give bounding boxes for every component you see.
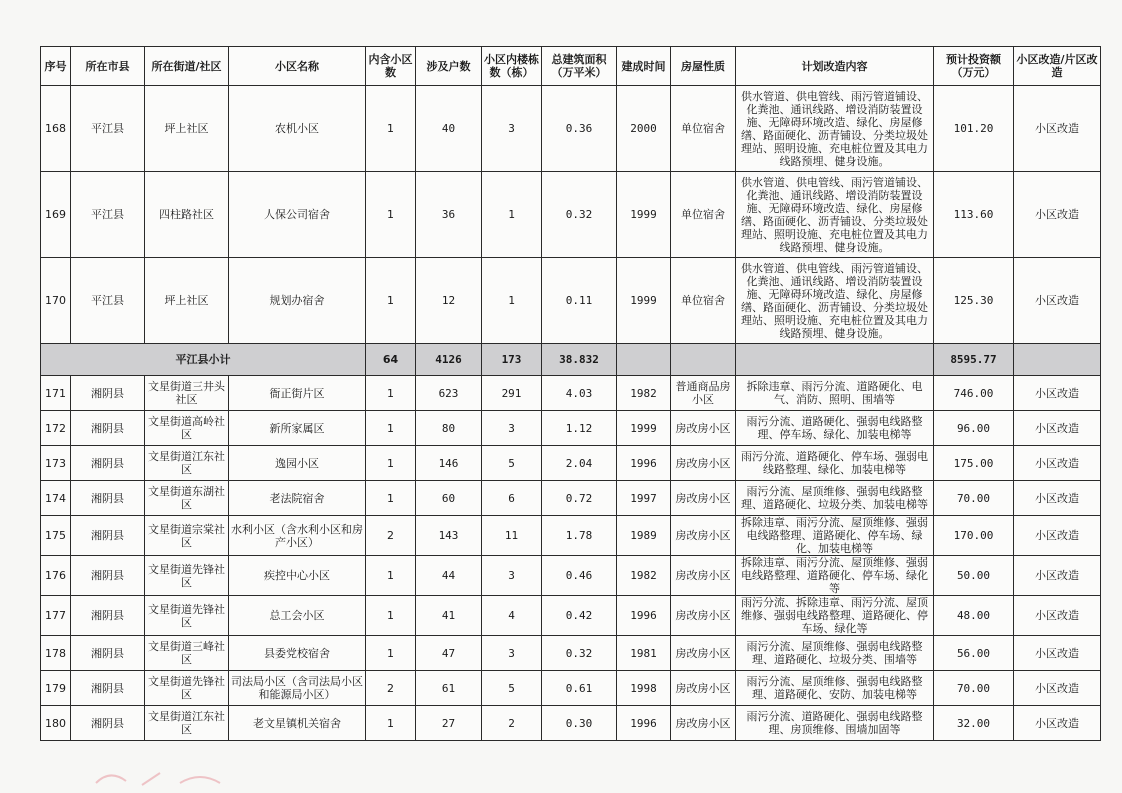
cell-nature: 普通商品房小区	[671, 376, 736, 411]
cell-investment: 746.00	[934, 376, 1014, 411]
cell-households: 623	[416, 376, 482, 411]
cell-area: 0.42	[542, 596, 617, 636]
cell-households: 60	[416, 481, 482, 516]
cell-name: 县委党校宿舍	[229, 636, 366, 671]
cell-households: 80	[416, 411, 482, 446]
cell-type: 小区改造	[1014, 172, 1101, 258]
cell-content-text: 供水管道、供电管线、雨污管道铺设、化粪池、通讯线路、增设消防装置设施、无障碍环境改造、绿化、房屋修缮、路面硬化、沥青铺设、分类垃圾处理站、照明设施、充电桩位置及其电力线路预埋、健身设施。	[741, 175, 928, 254]
subtotal-area: 38.832	[542, 344, 617, 376]
cell-buildings: 4	[482, 596, 542, 636]
cell-count: 1	[366, 596, 416, 636]
cell-investment: 56.00	[934, 636, 1014, 671]
cell-content-text: 雨污分流、屋顶维修、强弱电线路整理、道路硬化、垃圾分类、围墙等	[746, 640, 923, 666]
cell-households: 36	[416, 172, 482, 258]
cell-buildings: 2	[482, 706, 542, 741]
cell-area: 0.32	[542, 636, 617, 671]
cell-nature: 房改房小区	[671, 446, 736, 481]
cell-type: 小区改造	[1014, 411, 1101, 446]
subtotal-empty-year	[617, 344, 671, 376]
cell-investment: 101.20	[934, 86, 1014, 172]
cell-content-text: 雨污分流、道路硬化、强弱电线路整理、房顶维修、围墙加固等	[746, 710, 923, 736]
cell-county: 平江县	[71, 86, 145, 172]
table-row	[41, 411, 1101, 446]
header-area: 总建筑面积（万平米）	[542, 47, 617, 86]
cell-buildings: 1	[482, 172, 542, 258]
table-row	[41, 516, 1101, 556]
cell-nature: 房改房小区	[671, 516, 736, 556]
cell-no: 177	[41, 596, 71, 636]
table-row	[41, 446, 1101, 481]
cell-no: 175	[41, 516, 71, 556]
cell-content-text: 拆除违章、雨污分流、道路硬化、电气、消防、照明、围墙等	[746, 380, 923, 406]
cell-street: 文星街道高岭社区	[145, 411, 229, 446]
cell-type: 小区改造	[1014, 376, 1101, 411]
cell-buildings: 1	[482, 258, 542, 344]
table-row	[41, 671, 1101, 706]
cell-households: 27	[416, 706, 482, 741]
cell-nature: 房改房小区	[671, 706, 736, 741]
header-nature: 房屋性质	[671, 47, 736, 86]
cell-investment: 125.30	[934, 258, 1014, 344]
cell-nature: 单位宿舍	[671, 172, 736, 258]
cell-year: 1999	[617, 172, 671, 258]
cell-county: 湘阴县	[71, 671, 145, 706]
table-row	[41, 706, 1101, 741]
header-type: 小区改造/片区改造	[1014, 47, 1101, 86]
cell-nature: 房改房小区	[671, 596, 736, 636]
cell-area: 0.32	[542, 172, 617, 258]
cell-count: 1	[366, 556, 416, 596]
subtotal-row	[41, 344, 1101, 376]
stamp-mark	[90, 765, 250, 789]
cell-investment: 113.60	[934, 172, 1014, 258]
subtotal-empty-type	[1014, 344, 1101, 376]
header-count: 内含小区数	[366, 47, 416, 86]
cell-nature: 房改房小区	[671, 481, 736, 516]
cell-content-text: 雨污分流、屋顶维修、强弱电线路整理、道路硬化、垃圾分类、加装电梯等	[741, 485, 928, 511]
cell-name: 总工会小区	[229, 596, 366, 636]
cell-area: 1.12	[542, 411, 617, 446]
cell-nature: 房改房小区	[671, 636, 736, 671]
cell-content	[736, 596, 934, 636]
cell-year: 1997	[617, 481, 671, 516]
cell-count: 1	[366, 446, 416, 481]
cell-nature: 单位宿舍	[671, 258, 736, 344]
cell-nature: 单位宿舍	[671, 86, 736, 172]
cell-content	[736, 636, 934, 671]
cell-street: 坪上社区	[145, 86, 229, 172]
cell-name: 疾控中心小区	[229, 556, 366, 596]
cell-content	[736, 671, 934, 706]
cell-buildings: 3	[482, 86, 542, 172]
cell-street: 文星街道先锋社区	[145, 596, 229, 636]
header-no: 序号	[41, 47, 71, 86]
table-row	[41, 376, 1101, 411]
cell-area: 4.03	[542, 376, 617, 411]
cell-buildings: 3	[482, 556, 542, 596]
cell-area: 0.30	[542, 706, 617, 741]
cell-county: 平江县	[71, 258, 145, 344]
cell-name: 老文星镇机关宿舍	[229, 706, 366, 741]
cell-year: 2000	[617, 86, 671, 172]
cell-county: 湘阴县	[71, 411, 145, 446]
table-row	[41, 636, 1101, 671]
cell-investment: 70.00	[934, 671, 1014, 706]
subtotal-count: 64	[366, 344, 416, 376]
cell-county: 湘阴县	[71, 481, 145, 516]
cell-content	[736, 376, 934, 411]
cell-type: 小区改造	[1014, 446, 1101, 481]
table-row	[41, 172, 1101, 258]
cell-year: 1989	[617, 516, 671, 556]
table-row	[41, 481, 1101, 516]
cell-count: 1	[366, 172, 416, 258]
cell-street: 文星街道江东社区	[145, 446, 229, 481]
cell-count: 1	[366, 481, 416, 516]
header-street: 所在街道/社区	[145, 47, 229, 86]
cell-street: 文星街道宗棠社区	[145, 516, 229, 556]
cell-households: 61	[416, 671, 482, 706]
cell-buildings: 291	[482, 376, 542, 411]
cell-type: 小区改造	[1014, 556, 1101, 596]
cell-county: 湘阴县	[71, 516, 145, 556]
cell-buildings: 6	[482, 481, 542, 516]
cell-year: 1999	[617, 258, 671, 344]
cell-area: 0.61	[542, 671, 617, 706]
cell-county: 湘阴县	[71, 596, 145, 636]
cell-type: 小区改造	[1014, 481, 1101, 516]
cell-name: 司法局小区（含司法局小区和能源局小区）	[229, 671, 366, 706]
cell-investment: 96.00	[934, 411, 1014, 446]
header-name: 小区名称	[229, 47, 366, 86]
cell-households: 12	[416, 258, 482, 344]
cell-type: 小区改造	[1014, 516, 1101, 556]
cell-street: 文星街道三峰社区	[145, 636, 229, 671]
cell-households: 40	[416, 86, 482, 172]
cell-county: 湘阴县	[71, 376, 145, 411]
cell-type: 小区改造	[1014, 636, 1101, 671]
cell-nature: 房改房小区	[671, 411, 736, 446]
subtotal-empty-nature	[671, 344, 736, 376]
cell-area: 1.78	[542, 516, 617, 556]
cell-name: 规划办宿舍	[229, 258, 366, 344]
cell-households: 146	[416, 446, 482, 481]
cell-buildings: 3	[482, 411, 542, 446]
subtotal-label: 平江县小计	[41, 344, 366, 376]
cell-count: 1	[366, 258, 416, 344]
cell-street: 坪上社区	[145, 258, 229, 344]
header-year: 建成时间	[617, 47, 671, 86]
cell-area: 0.72	[542, 481, 617, 516]
cell-no: 172	[41, 411, 71, 446]
cell-investment: 170.00	[934, 516, 1014, 556]
renovation-plan-table	[40, 46, 1101, 741]
cell-year: 1996	[617, 706, 671, 741]
cell-content-text: 雨污分流、道路硬化、强弱电线路整理、停车场、绿化、加装电梯等	[746, 415, 923, 441]
cell-area: 0.36	[542, 86, 617, 172]
cell-area: 0.46	[542, 556, 617, 596]
cell-households: 47	[416, 636, 482, 671]
cell-content-text: 雨污分流、拆除违章、雨污分流、屋顶维修、强弱电线路整理、道路硬化、停车场、绿化等	[741, 596, 928, 635]
cell-county: 湘阴县	[71, 556, 145, 596]
cell-content-text: 供水管道、供电管线、雨污管道铺设、化粪池、通讯线路、增设消防装置设施、无障碍环境改造、绿化、房屋修缮、路面硬化、沥青铺设、分类垃圾处理站、照明设施、充电桩位置及其电力线路预埋、健身设施。	[741, 89, 928, 168]
cell-no: 180	[41, 706, 71, 741]
cell-count: 1	[366, 411, 416, 446]
cell-street: 文星街道先锋社区	[145, 671, 229, 706]
cell-area: 2.04	[542, 446, 617, 481]
cell-year: 1982	[617, 376, 671, 411]
cell-name: 新所家属区	[229, 411, 366, 446]
cell-buildings: 11	[482, 516, 542, 556]
cell-street: 文星街道三井头社区	[145, 376, 229, 411]
cell-content-text: 拆除违章、雨污分流、屋顶维修、强弱电线路整理、道路硬化、停车场、绿化等	[741, 556, 928, 595]
cell-content	[736, 481, 934, 516]
cell-buildings: 3	[482, 636, 542, 671]
header-row	[41, 47, 1101, 86]
cell-count: 1	[366, 706, 416, 741]
cell-type: 小区改造	[1014, 596, 1101, 636]
cell-no: 179	[41, 671, 71, 706]
cell-street: 文星街道先锋社区	[145, 556, 229, 596]
cell-content	[736, 86, 934, 172]
cell-nature: 房改房小区	[671, 556, 736, 596]
cell-year: 1999	[617, 411, 671, 446]
cell-no: 174	[41, 481, 71, 516]
cell-households: 41	[416, 596, 482, 636]
cell-name: 老法院宿舍	[229, 481, 366, 516]
cell-count: 1	[366, 376, 416, 411]
subtotal-empty-content	[736, 344, 934, 376]
cell-no: 169	[41, 172, 71, 258]
cell-year: 1996	[617, 446, 671, 481]
cell-year: 1981	[617, 636, 671, 671]
header-county: 所在市县	[71, 47, 145, 86]
cell-street: 文星街道江东社区	[145, 706, 229, 741]
cell-content	[736, 172, 934, 258]
table-row	[41, 596, 1101, 636]
cell-type: 小区改造	[1014, 671, 1101, 706]
table-row	[41, 258, 1101, 344]
cell-no: 178	[41, 636, 71, 671]
subtotal-investment: 8595.77	[934, 344, 1014, 376]
cell-street: 文星街道东湖社区	[145, 481, 229, 516]
cell-no: 176	[41, 556, 71, 596]
cell-year: 1998	[617, 671, 671, 706]
cell-count: 2	[366, 671, 416, 706]
cell-year: 1996	[617, 596, 671, 636]
cell-buildings: 5	[482, 671, 542, 706]
cell-street: 四柱路社区	[145, 172, 229, 258]
cell-content	[736, 706, 934, 741]
cell-content	[736, 516, 934, 556]
cell-no: 168	[41, 86, 71, 172]
cell-no: 171	[41, 376, 71, 411]
cell-county: 湘阴县	[71, 446, 145, 481]
header-investment: 预计投资额（万元）	[934, 47, 1014, 86]
cell-type: 小区改造	[1014, 86, 1101, 172]
cell-content-text: 雨污分流、屋顶维修、强弱电线路整理、道路硬化、安防、加装电梯等	[746, 675, 923, 701]
cell-content-text: 供水管道、供电管线、雨污管道铺设、化粪池、通讯线路、增设消防装置设施、无障碍环境改造、绿化、房屋修缮、路面硬化、沥青铺设、分类垃圾处理站、照明设施、充电桩位置及其电力线路预埋、健身设施。	[741, 261, 928, 340]
cell-count: 1	[366, 636, 416, 671]
cell-year: 1982	[617, 556, 671, 596]
cell-investment: 48.00	[934, 596, 1014, 636]
cell-count: 2	[366, 516, 416, 556]
cell-name: 农机小区	[229, 86, 366, 172]
cell-content	[736, 258, 934, 344]
header-households: 涉及户数	[416, 47, 482, 86]
cell-no: 173	[41, 446, 71, 481]
subtotal-households: 4126	[416, 344, 482, 376]
header-buildings: 小区内楼栋数（栋）	[482, 47, 542, 86]
header-content: 计划改造内容	[736, 47, 934, 86]
cell-content	[736, 556, 934, 596]
cell-name: 人保公司宿舍	[229, 172, 366, 258]
cell-content-text: 拆除违章、雨污分流、屋顶维修、强弱电线路整理、道路硬化、停车场、绿化、加装电梯等	[741, 516, 928, 555]
cell-count: 1	[366, 86, 416, 172]
cell-type: 小区改造	[1014, 706, 1101, 741]
cell-households: 143	[416, 516, 482, 556]
cell-type: 小区改造	[1014, 258, 1101, 344]
cell-investment: 50.00	[934, 556, 1014, 596]
table-row	[41, 556, 1101, 596]
table-row	[41, 86, 1101, 172]
cell-no: 170	[41, 258, 71, 344]
cell-name: 水利小区（含水利小区和房产小区）	[229, 516, 366, 556]
cell-content	[736, 446, 934, 481]
cell-nature: 房改房小区	[671, 671, 736, 706]
cell-name: 衙正街片区	[229, 376, 366, 411]
cell-investment: 32.00	[934, 706, 1014, 741]
cell-content	[736, 411, 934, 446]
cell-content-text: 雨污分流、道路硬化、停车场、强弱电线路整理、绿化、加装电梯等	[741, 450, 928, 476]
cell-households: 44	[416, 556, 482, 596]
cell-county: 平江县	[71, 172, 145, 258]
subtotal-buildings: 173	[482, 344, 542, 376]
cell-county: 湘阴县	[71, 636, 145, 671]
cell-buildings: 5	[482, 446, 542, 481]
cell-county: 湘阴县	[71, 706, 145, 741]
cell-area: 0.11	[542, 258, 617, 344]
cell-investment: 70.00	[934, 481, 1014, 516]
cell-investment: 175.00	[934, 446, 1014, 481]
cell-name: 逸园小区	[229, 446, 366, 481]
